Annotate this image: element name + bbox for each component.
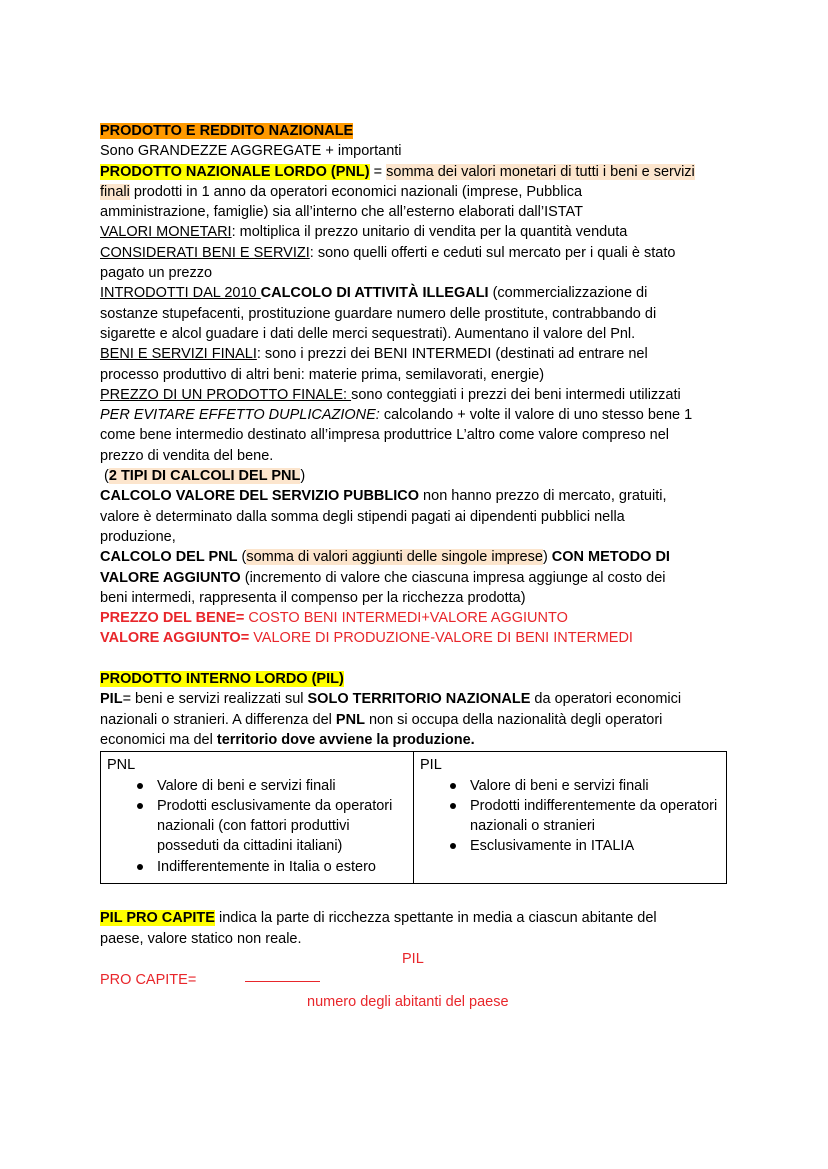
pnl-list (107, 776, 407, 877)
table-header-pnl: PNL (107, 757, 136, 774)
pnl-definition: PRODOTTO NAZIONALE LORDO (PNL) = somma dei valori monetari di tutti i beni e servizi (100, 163, 695, 180)
pro-capite-formula (100, 949, 728, 1019)
list-item: Prodotti esclusivamente da operatori nazionali (con fattori produttivi posseduti da cittadini italiani) (157, 796, 407, 857)
fraction-bar (245, 981, 320, 983)
introdotti-2010: INTRODOTTI DAL 2010 CALCOLO DI ATTIVITÀ ILLEGALI (commercializzazione di (100, 285, 648, 302)
calcolo-servizio-pubblico: CALCOLO VALORE DEL SERVIZIO PUBBLICO non hanno prezzo di mercato, gratuiti, (100, 488, 667, 505)
section-title-prodotto-reddito: PRODOTTO E REDDITO NAZIONALE (100, 123, 354, 139)
list-item: Valore di beni e servizi finali (157, 776, 407, 796)
list-item: Prodotti indifferentemente da operatori nazionali o stranieri (470, 796, 720, 837)
list-item: Indifferentemente in Italia o estero (157, 857, 407, 877)
evitare-duplicazione: PER EVITARE EFFETTO DUPLICAZIONE: calcolando + volte il valore di uno stesso bene 1 (100, 407, 693, 424)
formula-numerator: PIL (402, 950, 424, 967)
table-cell-pil (414, 752, 727, 884)
table-header-pil: PIL (420, 757, 442, 774)
list-item: Esclusivamente in ITALIA (470, 836, 720, 856)
valori-monetari: VALORI MONETARI: moltiplica il prezzo unitario di vendita per la quantità venduta (100, 224, 628, 241)
pnl-label: PRODOTTO NAZIONALE LORDO (PNL) (100, 163, 370, 180)
pil-definition: PIL= beni e servizi realizzati sul SOLO TERRITORIO NAZIONALE da operatori economici (100, 691, 682, 708)
table-cell-pnl (101, 752, 414, 884)
document-page: PRODOTTO E REDDITO NAZIONALE Sono GRANDEZZE AGGREGATE + importanti PRODOTTO NAZIONALE LORDO (PNL) = somma dei valori monetari di tutti i beni e servizi finali prodotti in 1 anno da operatori economici nazionali (imprese, Pubblica amministrazione, famiglie) sia all’interno che all’esterno elaborati dall’ISTAT VALORI MONETARI: moltiplica il prezzo unitario di vendita per la quantità venduta CONSIDERATI BENI E SERVIZI: sono quelli offerti e ceduti sul mercato per i quali è stato pagato un prezzo INTRODOTTI DAL 2010 CALCOLO DI ATTIVITÀ ILLEGALI (commercializzazione di sostanze stupefacenti, prostituzione guardare numero delle prostitute, contrabbando di sigarette e alcol guadare i dati delle merci sequestrati). Aumentano il valore del Pnl. BENI E SERVIZI FINALI: sono i prezzi dei BENI INTERMEDI (destinati ad entrare nel processo produttivo di altri beni: materie prima, semilavorati, energie) PREZZO DI UN PRODOTTO FINALE: sono conteggiati i prezzi dei beni intermedi utilizzati PER EVITARE EFFETTO DUPLICAZIONE: calcolando + volte il valore di uno stesso bene 1 come bene intermedio destinato all’impresa produttrice L’altro come valore compreso nel prezzo di vendita del bene. (2 TIPI DI CALCOLI DEL PNL) CALCOLO VALORE DEL SERVIZIO PUBBLICO non hanno prezzo di mercato, gratuiti, valore è determinato dalla somma degli stipendi pagati ai dipendenti pubblici nella produzione, CALCOLO DEL PNL (somma di valori aggiunti delle singole imprese) CON METODO DI VALORE AGGIUNTO (incremento di valore che ciascuna impresa aggiunge al costo dei beni intermedi, rappresenta il compenso per la ricchezza prodotta) PREZZO DEL BENE= COSTO BENI INTERMEDI+VALORE AGGIUNTO VALORE AGGIUNTO= VALORE DI PRODUZIONE-VALORE DI BENI INTERMEDI PRODOTTO INTERNO LORDO (PIL) PIL= beni e servizi realizzati sul SOLO TERRITORIO NAZIONALE da operatori economici nazionali o stranieri. A differenza del PNL non si occupa della nazionalità degli operatori economici ma del territorio dove avviene la produzione. PNL Valore di beni e servizi finali Prodotti esclusivamente da operatori nazionali (con fattori produttivi posseduti da cittadini italiani) Indifferentemente in Italia o estero PIL Valore di beni e servizi finali Prodotti indifferentemente da operatori nazionali o stranieri Esclusivamente in ITALIA PIL PRO CAPITE indica la parte di ricchezza spettante in media a ciascun abitante del paese, valore statico non reale. PIL PRO CAPITE= numero degli abitanti del paese (100, 121, 728, 1019)
formula-lhs: PRO CAPITE= (100, 971, 197, 988)
pil-list (420, 776, 720, 857)
due-tipi-calcoli: (2 TIPI DI CALCOLI DEL PNL) (100, 468, 306, 485)
pil-pro-capite: PIL PRO CAPITE indica la parte di ricchezza spettante in media a ciascun abitante del (100, 910, 657, 927)
formula-prezzo-bene: PREZZO DEL BENE= COSTO BENI INTERMEDI+VALORE AGGIUNTO (100, 610, 568, 627)
pnl-pil-comparison-table (100, 751, 727, 884)
formula-valore-aggiunto: VALORE AGGIUNTO= VALORE DI PRODUZIONE-VALORE DI BENI INTERMEDI (100, 630, 633, 647)
formula-denominator: numero degli abitanti del paese (307, 993, 509, 1010)
beni-servizi-finali: BENI E SERVIZI FINALI: sono i prezzi dei BENI INTERMEDI (destinati ad entrare nel (100, 346, 648, 363)
prezzo-prodotto-finale: PREZZO DI UN PRODOTTO FINALE: sono conteggiati i prezzi dei beni intermedi utilizzati (100, 386, 681, 403)
section-title-pil: PRODOTTO INTERNO LORDO (PIL) (100, 671, 344, 688)
considerati-beni: CONSIDERATI BENI E SERVIZI: sono quelli offerti e ceduti sul mercato per i quali è stato (100, 244, 676, 261)
calcolo-pnl: CALCOLO DEL PNL (somma di valori aggiunti delle singole imprese) CON METODO DI (100, 549, 670, 566)
intro-line: Sono GRANDEZZE AGGREGATE + importanti (100, 143, 402, 160)
list-item: Valore di beni e servizi finali (470, 776, 720, 796)
